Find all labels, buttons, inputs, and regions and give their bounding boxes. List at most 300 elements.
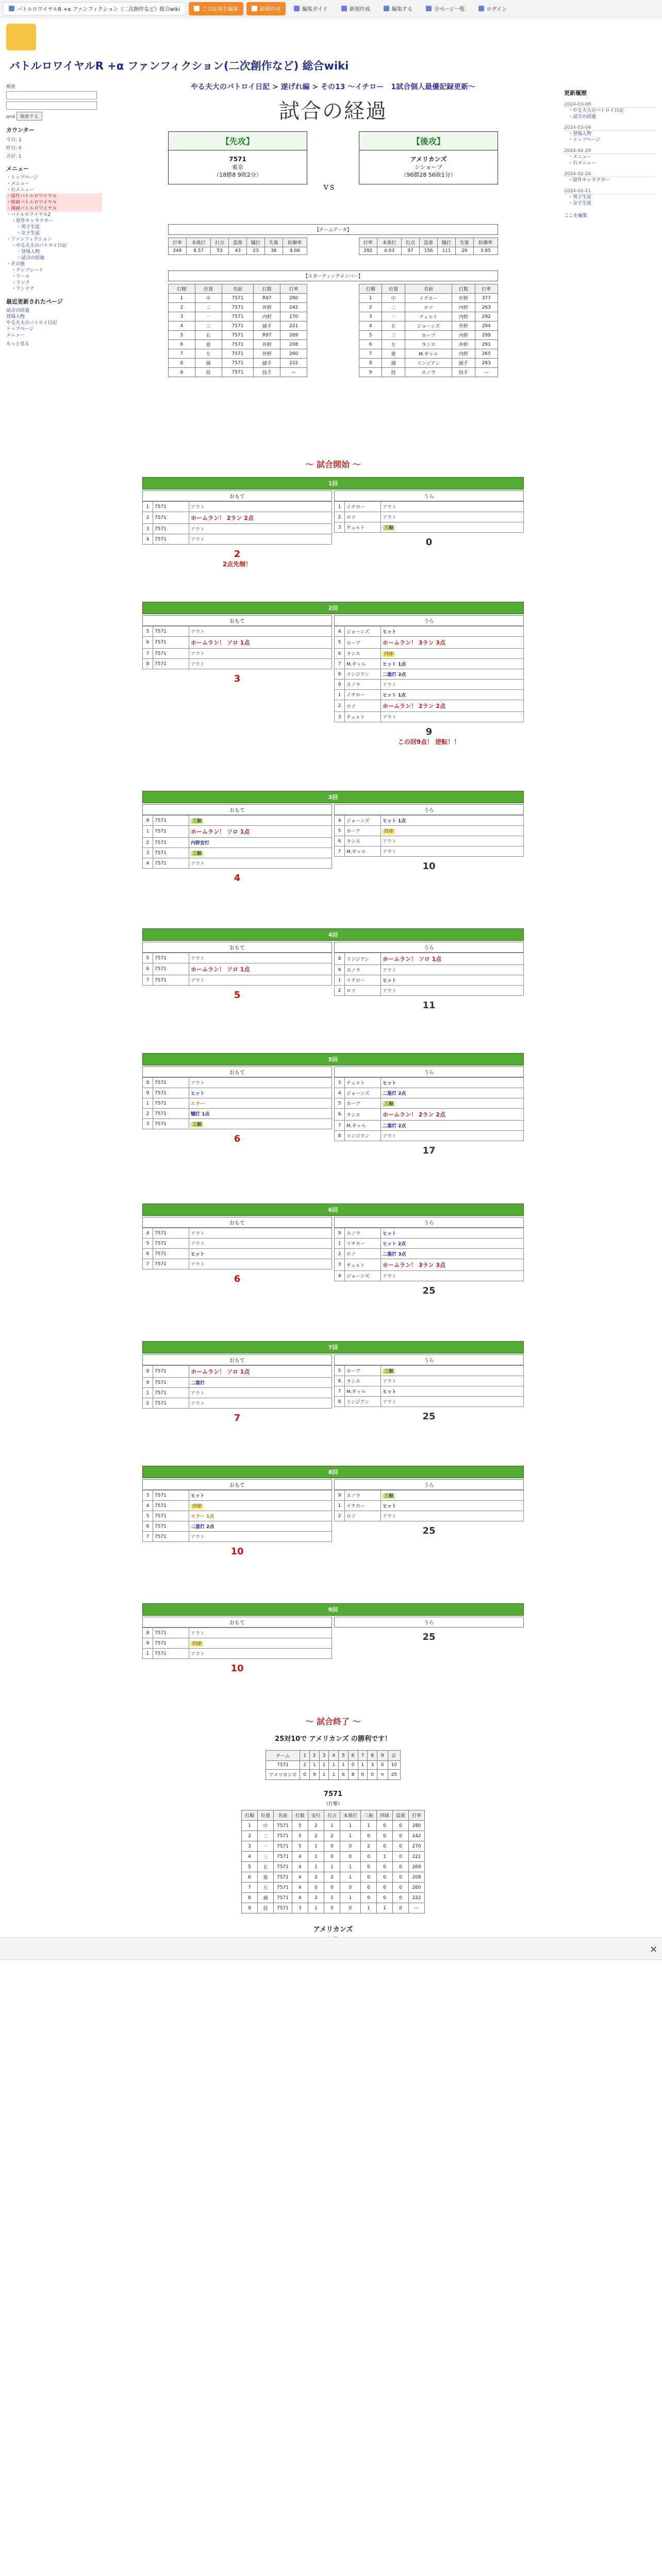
close-icon[interactable]: ✕ bbox=[650, 1944, 658, 1955]
play-result bbox=[189, 816, 332, 826]
play-result-text: ヒット 1点 bbox=[383, 819, 406, 824]
batting-order: 5 bbox=[143, 953, 153, 963]
menu-item[interactable]: ・原作バトルロワイヤル bbox=[6, 193, 102, 199]
history-item[interactable]: ・トップページ bbox=[568, 138, 601, 143]
starting-label: 【スターティングメンバー】 bbox=[168, 270, 498, 281]
table-cell: 8 bbox=[359, 359, 382, 368]
browser-tabstrip bbox=[0, 0, 662, 18]
play-result-text: 三振 bbox=[191, 1122, 203, 1127]
table-cell: 6 bbox=[359, 340, 382, 349]
menu-item[interactable]: ・アンテナ bbox=[11, 286, 35, 292]
tab-favicon-icon bbox=[252, 6, 257, 11]
away-running-score: 25 bbox=[422, 1632, 436, 1642]
browser-tab[interactable] bbox=[378, 2, 418, 15]
away-running-score: 9 bbox=[425, 726, 433, 737]
table-cell: 捕手 bbox=[254, 321, 280, 331]
table-cell: 内野 bbox=[254, 312, 280, 321]
menu-item[interactable]: ・トップページ bbox=[6, 175, 39, 180]
tab-label: 編集ガイド bbox=[302, 7, 328, 12]
table-cell: 7571 bbox=[222, 303, 254, 312]
batter-name: リンジアン bbox=[345, 1397, 381, 1407]
linescore-row bbox=[266, 1761, 401, 1770]
play-row bbox=[335, 649, 524, 659]
table-cell: M.ギャル bbox=[405, 349, 452, 359]
inning-block bbox=[142, 1603, 524, 1697]
play-result bbox=[189, 1239, 332, 1249]
play-row bbox=[335, 700, 524, 712]
breadcrumb[interactable]: やる夫大のバトロイ日記 > 遂げれ編 > その13 ～イチロー 1試合個人最優記録更新～ bbox=[190, 83, 476, 91]
home-stats bbox=[168, 238, 307, 255]
menu-item[interactable]: ・リンク bbox=[11, 280, 30, 285]
search-input[interactable] bbox=[6, 91, 97, 99]
batter-name: M.ギャル bbox=[345, 1386, 381, 1397]
batting-cell: 2 bbox=[241, 1831, 257, 1841]
history-item[interactable]: ・やる夫大のバトロイ日記 bbox=[568, 108, 624, 113]
search-input-2[interactable] bbox=[6, 101, 97, 110]
batting-header-cell: 位置 bbox=[257, 1810, 273, 1821]
table-cell: 捕 bbox=[382, 359, 405, 368]
batting-order: 9 bbox=[143, 1638, 153, 1649]
play-row bbox=[143, 659, 332, 669]
batting-order: 4 bbox=[335, 1271, 345, 1281]
inning-head: 1回 bbox=[142, 477, 524, 489]
history-item[interactable]: ・男子生徒 bbox=[568, 195, 592, 200]
batting-order: 4 bbox=[335, 1088, 345, 1098]
play-table bbox=[334, 815, 524, 857]
play-result bbox=[381, 637, 524, 649]
table-cell: 4 bbox=[359, 321, 382, 331]
inning-head: 2回 bbox=[142, 602, 524, 614]
menu-item[interactable]: ・ファンフィクション bbox=[6, 237, 52, 242]
history-item[interactable]: ・メニュー bbox=[568, 155, 592, 160]
inning-bottom-half bbox=[334, 804, 524, 872]
edit-link[interactable]: ここを編集 bbox=[564, 213, 588, 218]
play-result bbox=[189, 1249, 332, 1259]
play-result bbox=[189, 534, 332, 545]
table-cell: 377 bbox=[475, 294, 498, 303]
table-cell: 一 bbox=[382, 312, 405, 321]
play-table bbox=[334, 1077, 524, 1141]
ad-banner[interactable] bbox=[0, 1937, 662, 1960]
menu-item[interactable]: ・試合の経過 bbox=[16, 256, 45, 261]
batting-cell: 280 bbox=[409, 1821, 425, 1831]
inning-top-half bbox=[142, 804, 332, 884]
batting-order: 7 bbox=[143, 1259, 153, 1269]
play-result bbox=[189, 1532, 332, 1542]
batting-order: 7 bbox=[335, 1386, 345, 1397]
linescore-row bbox=[266, 1770, 401, 1780]
table-cell: 292 bbox=[475, 312, 498, 321]
search-label: 検索 bbox=[6, 84, 16, 90]
play-result-text: ホームラン！ ソロ 1点 bbox=[191, 828, 250, 835]
batting-order: 6 bbox=[143, 963, 153, 975]
half-head: うら bbox=[334, 490, 524, 501]
play-table bbox=[142, 1365, 332, 1409]
menu-item[interactable]: ・映画バトルロワイヤル bbox=[6, 199, 102, 206]
batting-order: 8 bbox=[143, 1366, 153, 1378]
history-item[interactable]: ・右メニュー bbox=[568, 161, 597, 166]
play-table bbox=[334, 1490, 524, 1521]
batter-name: 7571 bbox=[153, 838, 189, 848]
play-result bbox=[381, 700, 524, 712]
menu-item[interactable]: ・男子生徒 bbox=[16, 225, 40, 230]
batting-cell: 7571 bbox=[274, 1852, 292, 1862]
table-cell: 269 bbox=[280, 331, 307, 340]
play-result-text: アウト bbox=[191, 1401, 205, 1406]
table-cell: 捕手 bbox=[452, 359, 475, 368]
batting-order: 6 bbox=[335, 1109, 345, 1121]
play-result-text: アウト bbox=[191, 662, 205, 667]
play-row bbox=[335, 1511, 524, 1521]
table-cell: 右 bbox=[382, 321, 405, 331]
linescore-cell: 7 bbox=[358, 1751, 368, 1761]
table-cell: 7571 bbox=[222, 340, 254, 349]
batter-name: 7571 bbox=[153, 1490, 189, 1501]
play-row bbox=[143, 838, 332, 848]
counter-total: 合計: 1 bbox=[6, 154, 22, 159]
play-result-text: アウト bbox=[191, 1391, 205, 1396]
batting-order: 7 bbox=[335, 1121, 345, 1131]
batting-cell: 1 bbox=[324, 1862, 340, 1872]
table-cell: 4 bbox=[169, 321, 195, 331]
table-cell: 外野 bbox=[452, 294, 475, 303]
menu-list bbox=[6, 175, 102, 292]
table-cell: 投 bbox=[195, 368, 222, 377]
play-result-text: アウト bbox=[383, 1400, 397, 1405]
play-result-text: ヒット 2点 bbox=[383, 1242, 406, 1247]
recent-item[interactable]: 試合の経過 bbox=[6, 308, 30, 313]
play-result bbox=[381, 953, 524, 965]
batting-title: 7571 bbox=[323, 1790, 343, 1798]
play-row bbox=[335, 690, 524, 700]
table-header-cell: 本塁打 bbox=[186, 238, 210, 247]
menu-item[interactable]: ・バトルロワイヤル2 bbox=[6, 212, 51, 217]
batting-cell: 0 bbox=[360, 1862, 376, 1872]
play-row bbox=[143, 1228, 332, 1239]
play-result-text: ホームラン！ ソロ 1点 bbox=[383, 956, 442, 962]
more-link[interactable]: もっと見る bbox=[6, 342, 30, 347]
play-result bbox=[381, 1109, 524, 1121]
play-table bbox=[142, 815, 332, 869]
batting-order: 2 bbox=[335, 986, 345, 996]
play-result bbox=[189, 626, 332, 637]
batting-cell: 2 bbox=[308, 1831, 324, 1841]
batting-order: 4 bbox=[143, 534, 153, 545]
browser-tab[interactable] bbox=[336, 2, 375, 15]
history-item[interactable]: ・原作キャラクター bbox=[568, 178, 610, 183]
play-result-text: アウト bbox=[191, 1535, 205, 1540]
batting-order: 9 bbox=[335, 680, 345, 690]
batting-cell: 0 bbox=[376, 1893, 392, 1903]
play-row bbox=[335, 953, 524, 965]
batting-order: 5 bbox=[335, 1098, 345, 1109]
history-item[interactable]: ・試合の経過 bbox=[568, 114, 597, 120]
wiki-logo[interactable] bbox=[6, 24, 36, 50]
menu-item[interactable]: ・テンプレート bbox=[11, 268, 44, 273]
browser-tab[interactable] bbox=[289, 2, 333, 15]
home-running-score: 6 bbox=[234, 1133, 241, 1144]
inning-bottom-half bbox=[334, 1066, 524, 1156]
batting-cell: 遊 bbox=[257, 1872, 273, 1883]
play-result-text: ヒット bbox=[191, 1091, 205, 1096]
play-result bbox=[381, 1376, 524, 1386]
home-team-name-box bbox=[168, 150, 307, 184]
table-cell: 7571 bbox=[222, 312, 254, 321]
table-header-cell: 失策 bbox=[264, 238, 283, 247]
batter-name: 7571 bbox=[153, 1109, 189, 1119]
table-cell: 外野 bbox=[452, 340, 475, 349]
menu-item[interactable]: ・その他 bbox=[6, 262, 25, 267]
play-row bbox=[143, 534, 332, 545]
play-result-text: 四球 bbox=[191, 1504, 203, 1509]
recent-item[interactable]: トップページ bbox=[6, 327, 34, 332]
menu-item[interactable]: ・女子生徒 bbox=[16, 231, 40, 236]
table-cell: 221 bbox=[280, 321, 307, 331]
batting-cell: 4 bbox=[292, 1852, 308, 1862]
menu-item[interactable]: ・原作キャラクター bbox=[11, 218, 53, 224]
away-team bbox=[359, 131, 498, 184]
play-row bbox=[143, 502, 332, 512]
batting-order: 8 bbox=[143, 1078, 153, 1088]
play-result bbox=[381, 1501, 524, 1511]
play-result-text: ヒット 1点 bbox=[383, 693, 406, 698]
batting-order: 8 bbox=[335, 1131, 345, 1141]
linescore-cell: 1 bbox=[300, 1751, 310, 1761]
half-head: うら bbox=[334, 1217, 524, 1228]
batter-name: 7571 bbox=[153, 1249, 189, 1259]
history-item[interactable]: ・登場人物 bbox=[568, 131, 592, 137]
table-cell: 内野 bbox=[452, 303, 475, 312]
play-result-text: アウト bbox=[383, 968, 397, 973]
menu-item[interactable]: ・漫画バトルロワイヤル bbox=[6, 206, 102, 212]
table-header-cell: 打数 bbox=[254, 284, 280, 294]
play-row bbox=[335, 975, 524, 986]
batting-cell: 2 bbox=[324, 1831, 340, 1841]
batter-name: 7571 bbox=[153, 963, 189, 975]
batting-cell: 1 bbox=[308, 1841, 324, 1852]
play-result-text: アウト bbox=[383, 683, 397, 688]
table-row bbox=[169, 368, 307, 377]
batting-order: 6 bbox=[143, 1249, 153, 1259]
batting-cell: 0 bbox=[360, 1831, 376, 1841]
batter-name: M.ギャル bbox=[345, 659, 381, 669]
half-head: おもて bbox=[142, 1066, 332, 1077]
play-result-text: アウト bbox=[383, 850, 397, 855]
menu-item[interactable]: ・登場人物 bbox=[16, 249, 40, 255]
menu-item[interactable]: ・右メニュー bbox=[6, 188, 35, 193]
and-radio-label[interactable]: and bbox=[6, 114, 15, 120]
batting-order: 8 bbox=[335, 1397, 345, 1407]
play-result bbox=[189, 649, 332, 659]
play-result-text: ホームラン！ ソロ 1点 bbox=[191, 639, 250, 646]
play-result bbox=[381, 502, 524, 512]
table-cell: 3.85 bbox=[473, 247, 498, 255]
menu-item[interactable]: ・ツール bbox=[11, 274, 30, 279]
inning-bottom-half bbox=[334, 1217, 524, 1296]
play-result-text: アウト bbox=[383, 1379, 397, 1384]
play-result-text: ヒット 1点 bbox=[383, 662, 406, 667]
home-running-score: 4 bbox=[234, 873, 241, 884]
play-result-text: 四球 bbox=[383, 652, 395, 657]
batting-order: 5 bbox=[335, 1366, 345, 1376]
table-cell: 292 bbox=[359, 247, 377, 255]
table-cell: 中 bbox=[382, 294, 405, 303]
inning-head: 6回 bbox=[142, 1204, 524, 1216]
play-table bbox=[142, 1628, 332, 1659]
play-row bbox=[143, 1109, 332, 1119]
menu-item[interactable]: ・メニュー bbox=[6, 181, 30, 187]
play-row bbox=[335, 680, 524, 690]
play-result-text: アウト bbox=[191, 505, 205, 510]
table-header-cell: 失策 bbox=[455, 238, 473, 247]
batting-cell: 0 bbox=[340, 1883, 360, 1893]
play-row bbox=[335, 1249, 524, 1259]
recent-item[interactable]: やる夫大のバトロイ日記 bbox=[6, 320, 57, 326]
history-date: 2024-03-04 bbox=[564, 125, 656, 131]
batting-order: 1 bbox=[143, 1098, 153, 1109]
history-date: 2024-03-08 bbox=[564, 102, 656, 108]
linescore-cell: 0 bbox=[358, 1770, 368, 1780]
batting-row bbox=[241, 1903, 424, 1913]
batter-name: 7571 bbox=[153, 848, 189, 858]
table-cell: 左 bbox=[382, 340, 405, 349]
batting-cell: 5 bbox=[292, 1841, 308, 1852]
linescore-cell: 8 bbox=[348, 1770, 358, 1780]
search-button[interactable]: 検索する bbox=[16, 112, 42, 121]
play-result bbox=[381, 1490, 524, 1501]
table-cell: 270 bbox=[280, 312, 307, 321]
play-row bbox=[143, 1098, 332, 1109]
batting-cell: 7 bbox=[241, 1883, 257, 1893]
batter-name: ジョーンズ bbox=[345, 816, 381, 826]
play-row bbox=[335, 712, 524, 722]
browser-tab[interactable] bbox=[246, 2, 286, 15]
recent-item[interactable]: メニュー bbox=[6, 333, 25, 338]
menu-item[interactable]: ・やる夫大のバトロイ日記 bbox=[11, 243, 67, 248]
batting-cell: 2 bbox=[308, 1821, 324, 1831]
play-result bbox=[381, 690, 524, 700]
wiki-title[interactable]: バトルロワイヤルR +α ファンフィクション(二次創作など) 総合wiki bbox=[9, 60, 349, 72]
batter-name: スノウ bbox=[345, 965, 381, 975]
play-row bbox=[143, 1521, 332, 1532]
play-result bbox=[381, 816, 524, 826]
batter-name: 7571 bbox=[153, 1259, 189, 1269]
table-row bbox=[169, 340, 307, 349]
batter-name: チェルト bbox=[345, 1078, 381, 1088]
play-result-text: アウト bbox=[191, 1231, 205, 1236]
browser-tab[interactable] bbox=[421, 2, 470, 15]
play-result-text: ヒット bbox=[383, 1389, 396, 1395]
linescore-cell: 計 bbox=[388, 1751, 400, 1761]
batting-order: 2 bbox=[335, 512, 345, 522]
play-result bbox=[189, 1088, 332, 1098]
batting-cell: 0 bbox=[360, 1883, 376, 1893]
batting-cell: 1 bbox=[340, 1872, 360, 1883]
play-row bbox=[335, 512, 524, 522]
table-cell: チェルト bbox=[405, 312, 452, 321]
play-result bbox=[381, 626, 524, 637]
batting-order: 5 bbox=[335, 637, 345, 649]
table-cell: 捕 bbox=[195, 359, 222, 368]
play-result-text: ホームラン！ 3ラン 3点 bbox=[383, 639, 445, 646]
away-batting-title: アメリカンズ bbox=[313, 1926, 353, 1934]
table-header-cell: 防御率 bbox=[283, 238, 307, 247]
play-row bbox=[143, 1649, 332, 1659]
tab-favicon-icon bbox=[478, 6, 484, 11]
tab-label: 全ページ一覧 bbox=[434, 7, 465, 12]
batting-header-cell: 安打 bbox=[308, 1810, 324, 1821]
play-row bbox=[143, 953, 332, 963]
batting-order: 5 bbox=[143, 1239, 153, 1249]
table-row bbox=[359, 312, 498, 321]
play-row bbox=[335, 637, 524, 649]
batter-name: 7571 bbox=[153, 1501, 189, 1511]
batting-order: 2 bbox=[143, 1398, 153, 1409]
table-cell: R97 bbox=[254, 294, 280, 303]
play-row bbox=[143, 626, 332, 637]
home-running-score: 7 bbox=[234, 1413, 241, 1423]
play-result-text: エラー bbox=[191, 1101, 205, 1107]
play-row bbox=[143, 524, 332, 534]
table-cell: 4.03 bbox=[377, 247, 401, 255]
table-cell: 外野 bbox=[254, 303, 280, 312]
play-result-text: アウト bbox=[191, 978, 205, 984]
play-result-text: エラー 1点 bbox=[191, 1514, 214, 1519]
table-header-cell: 犠打 bbox=[246, 238, 264, 247]
table-header-cell: 打点 bbox=[402, 238, 420, 247]
browser-tab[interactable] bbox=[189, 2, 243, 15]
batting-order: 4 bbox=[335, 626, 345, 637]
team-data-label: 【チームデータ】 bbox=[168, 224, 498, 235]
batting-order: 2 bbox=[143, 1109, 153, 1119]
table-row bbox=[169, 331, 307, 340]
play-row bbox=[335, 659, 524, 669]
recent-item[interactable]: 登場人物 bbox=[6, 314, 25, 319]
table-cell: 投 bbox=[382, 368, 405, 377]
browser-tab[interactable] bbox=[473, 2, 512, 15]
away-team-record: （96勝28 56敗1分） bbox=[401, 172, 456, 178]
away-team-head: 【後攻】 bbox=[359, 131, 498, 150]
half-head: おもて bbox=[142, 1617, 332, 1628]
batting-cell: 中 bbox=[257, 1821, 273, 1831]
play-result bbox=[381, 1366, 524, 1376]
history-item[interactable]: ・女子生徒 bbox=[568, 201, 592, 206]
tab-favicon-icon bbox=[294, 6, 300, 11]
play-result bbox=[381, 1386, 524, 1397]
batting-row bbox=[241, 1893, 424, 1903]
play-row bbox=[143, 826, 332, 838]
batting-cell: 1 bbox=[241, 1821, 257, 1831]
batting-order: 9 bbox=[335, 1228, 345, 1239]
play-result bbox=[189, 1628, 332, 1638]
away-lineup bbox=[359, 284, 498, 377]
batting-order: 1 bbox=[335, 690, 345, 700]
batter-name: 7571 bbox=[153, 649, 189, 659]
batter-name: 7571 bbox=[153, 1638, 189, 1649]
table-cell: 248 bbox=[169, 247, 187, 255]
inning-bottom-half bbox=[334, 1617, 524, 1642]
play-row bbox=[335, 1501, 524, 1511]
play-row bbox=[335, 965, 524, 975]
play-result bbox=[189, 1501, 332, 1511]
browser-tab[interactable] bbox=[3, 2, 186, 15]
inning-block bbox=[142, 602, 524, 772]
history-groups bbox=[564, 102, 656, 207]
half-head: うら bbox=[334, 942, 524, 953]
play-result-text: アウト bbox=[383, 505, 397, 510]
table-cell: 4.06 bbox=[283, 247, 307, 255]
batting-order: 3 bbox=[143, 1119, 153, 1129]
